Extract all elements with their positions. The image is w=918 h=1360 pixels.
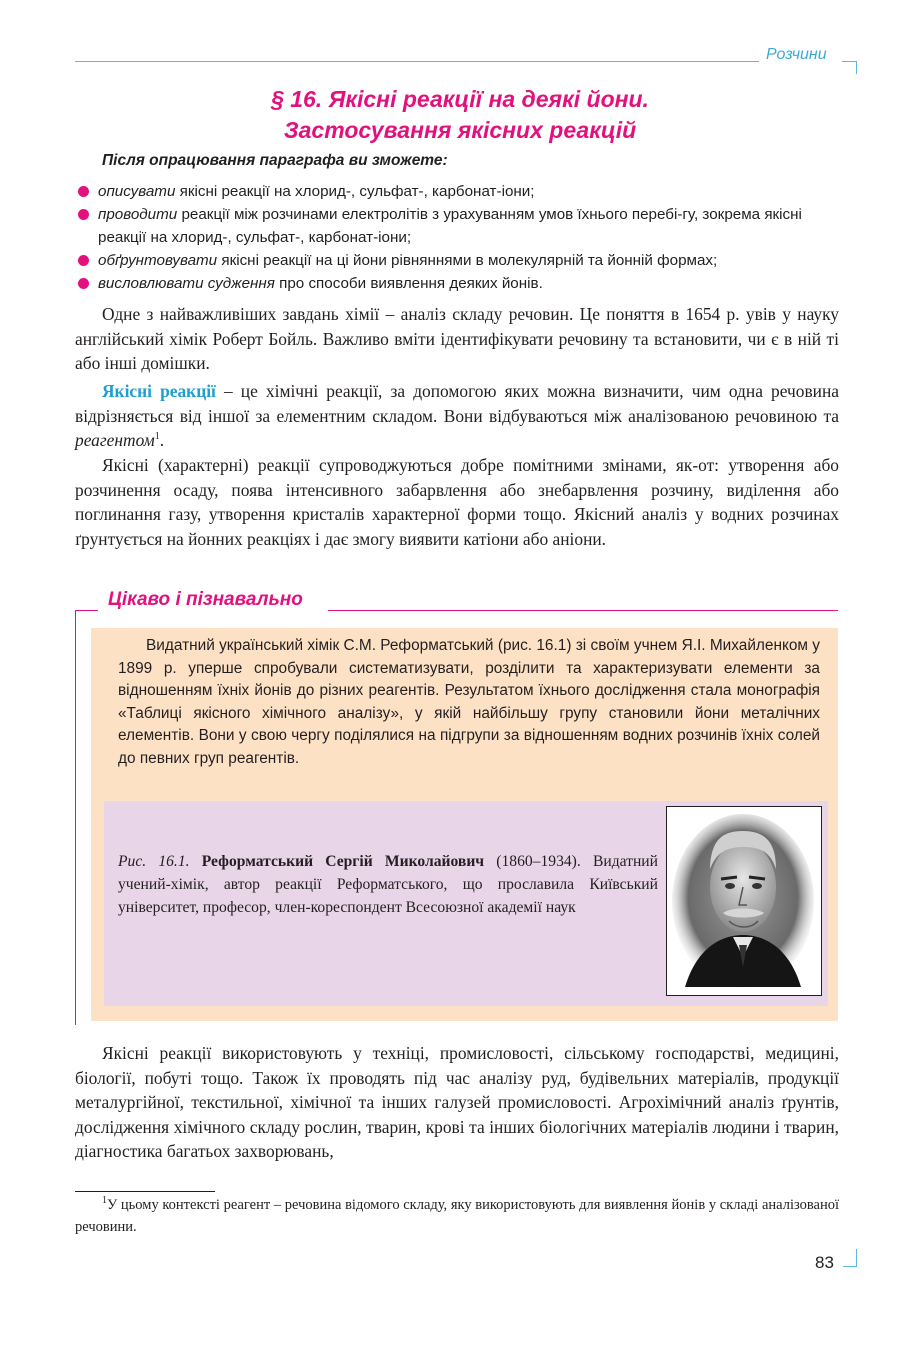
term-qualitative-reactions: Якісні реакції [102, 381, 216, 401]
infobox-rule-right [328, 610, 838, 611]
objectives-heading: Після опрацювання параграфа ви зможете: [102, 152, 448, 169]
footnote: $^1$У цьому контексті реагент – речовина відомого складу, яку використовують для виявлення йонів у складі аналізованої речовини. [75, 1195, 839, 1235]
page-title [75, 84, 845, 146]
objectives-list [78, 180, 840, 295]
footnote-ref: 1 [154, 431, 160, 443]
objective-item: проводити реакції між розчинами електролітів з урахуванням умов їхнього перебі-гу, зокрема якісні реакції на хлорид-, сульфат-, карбонат-іони; [78, 203, 840, 249]
title-line-2: Застосування якісних реакцій [283, 117, 637, 143]
section-label: Розчини [766, 46, 827, 63]
figure-caption: Рис. 16.1. Реформатський Сергій Миколайович (1860–1934). Видатний учений-хімік, автор реакції Реформатського, що прославила Київський університет, професор, член-кореспондент Всесоюзної академії наук [118, 853, 658, 916]
infobox-rule-vertical [75, 610, 76, 1025]
objective-item: висловлювати судження про способи виявлення деяких йонів. [78, 272, 840, 295]
bullet-icon [78, 278, 89, 289]
footnote-rule [75, 1191, 215, 1192]
title-line-1: § 16. Якісні реакції на деякі йони. [271, 86, 649, 112]
paragraph-characteristics: Якісні (характерні) реакції супроводжуються добре помітними змінами, як-от: утворення або розчинення осаду, поява інтенсивного забарвлення або знебарвлення розчину, виділення або поглинання газу, утворення кристалів характерної форми тощо. Якісний аналіз у водних розчинах ґрунтується на йонних реакціях і дає змогу виявити катіони або аніони. [75, 455, 839, 549]
bullet-icon [78, 186, 89, 197]
portrait-photo [666, 806, 822, 996]
infobox-text: Видатний український хімік С.М. Реформатський (рис. 16.1) зі своїм учнем Я.І. Михайленком у 1899 р. уперше спробували систематизувати, розділити та характеризувати елементи за відношенням їхніх йонів до різних реагентів. Результатом їхнього дослідження стала монографія «Таблиці якісного хімічного аналізу», у якій найбільшу групу становили йони металічних елементів. Вони у свою чергу поділялися на підгрупи за відношенням водних розчинів їхніх солей до певних груп реагентів. [118, 637, 820, 767]
portrait-illustration [667, 807, 820, 994]
page-number: 83 [815, 1253, 834, 1272]
paragraph-applications: Якісні реакції використовують у техніці, промисловості, сільському господарстві, медицині, біології, побуті тощо. Також їх проводять під час аналізу руд, будівельних матеріалів, продукції металургійної, текстильної, хімічної та інших галузей промисловості. Агрохімічний аналіз ґрунтів, дослідження хімічного складу рослин, тварин, крові та інших біологічних матеріалів людини і тварин, діагностика багатьох захворювань, [75, 1043, 839, 1161]
header-corner [842, 61, 857, 74]
infobox-rule-left [75, 610, 98, 611]
header-rule [75, 61, 759, 62]
paragraph-definition: Якісні реакції – це хімічні реакції, за допомогою яких можна визначити, чим одна речовина відрізняється від іншої за елементним складом. Вони відбуваються між аналізованою речовиною та реагентом$^1$. [75, 381, 839, 450]
objective-item: описувати якісні реакції на хлорид-, сульфат-, карбонат-іони; [78, 180, 840, 203]
paragraph-analysis: Одне з найважливіших завдань хімії – аналіз складу речовин. Це поняття в 1654 р. увів у науку англійський хімік Роберт Бойль. Важливо вміти ідентифікувати речовину та встановити, чи є в ній ті або інші домішки. [75, 304, 839, 373]
page-corner [843, 1249, 857, 1267]
objective-item: обґрунтовувати якісні реакції на ці йони рівняннями в молекулярній та йонній формах; [78, 249, 840, 272]
bullet-icon [78, 209, 89, 220]
bullet-icon [78, 255, 89, 266]
infobox-heading: Цікаво і пізнавально [108, 589, 303, 610]
